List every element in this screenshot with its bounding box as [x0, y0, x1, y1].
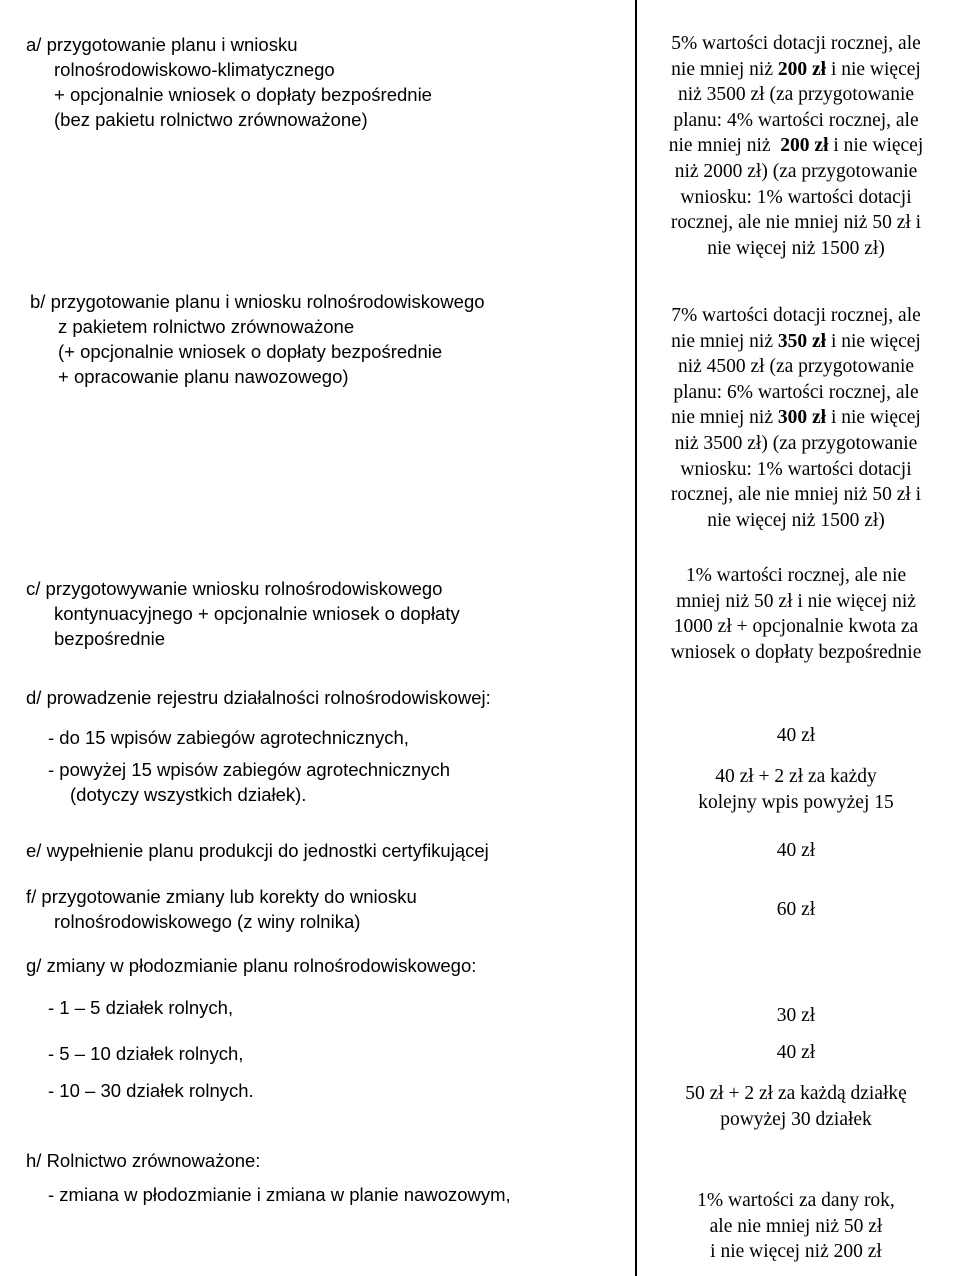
- text-line: niż 2000 zł) (za przygotowanie: [674, 160, 918, 182]
- item-b-description: [30, 289, 485, 389]
- text-line: niż 3500 zł (za przygotowanie: [677, 84, 915, 106]
- item-c-description: [26, 576, 460, 651]
- text-span: i nie więcej: [826, 330, 921, 352]
- text-line: kontynuacyjnego + opcjonalnie wniosek o dopłaty: [54, 603, 460, 624]
- text-span: i nie więcej: [826, 58, 921, 80]
- text-line: b/ przygotowanie planu i wniosku rolnośrodowiskowego: [30, 291, 485, 312]
- item-f-description: [26, 884, 417, 934]
- item-g1-price: 30 zł: [776, 1005, 816, 1026]
- text-span: nie mniej niż: [671, 407, 778, 429]
- text-line: [640, 57, 952, 83]
- text-line: (bez pakietu rolnictwo zrównoważone): [54, 109, 368, 130]
- text-line: a/ przygotowanie planu i wniosku: [26, 34, 298, 55]
- text-span: i nie więcej: [828, 135, 924, 157]
- text-line: 1000 zł + opcjonalnie kwota za: [673, 616, 919, 638]
- item-f-price: 60 zł: [776, 899, 816, 920]
- bold-amount: 200 zł: [780, 135, 829, 157]
- item-g1-description: - 1 – 5 działek rolnych,: [48, 997, 234, 1018]
- text-line: bezpośrednie: [54, 628, 166, 649]
- text-line: wniosek o dopłaty bezpośrednie: [670, 641, 922, 663]
- item-g2-price: 40 zł: [776, 1042, 816, 1063]
- text-line: kolejny wpis powyżej 15: [698, 791, 894, 813]
- text-line: 5% wartości dotacji rocznej, ale: [671, 33, 921, 54]
- text-line: planu: 6% wartości rocznej, ale: [673, 381, 919, 403]
- text-line: 1% wartości za dany rok,: [697, 1190, 895, 1211]
- text-span: nie mniej niż: [671, 330, 778, 352]
- text-line: mniej niż 50 zł i nie więcej niż: [676, 590, 916, 612]
- item-e-description: e/ wypełnienie planu produkcji do jednostki certyfikującej: [26, 840, 489, 861]
- text-line: f/ przygotowanie zmiany lub korekty do wniosku: [26, 886, 417, 907]
- text-line: rocznej, ale nie mniej niż 50 zł i: [670, 212, 922, 234]
- item-b-price: [640, 303, 952, 533]
- text-line: wniosku: 1% wartości dotacji: [680, 186, 912, 208]
- text-line: ale nie mniej niż 50 zł: [709, 1215, 883, 1237]
- text-line: - powyżej 15 wpisów zabiegów agrotechnicznych: [48, 759, 451, 780]
- item-h1-description: - zmiana w płodozmianie i zmiana w planie nawozowym,: [48, 1184, 511, 1205]
- text-line: rocznej, ale nie mniej niż 50 zł i: [670, 484, 922, 506]
- item-d2-price: [640, 764, 952, 815]
- bold-amount: 350 zł: [777, 330, 827, 352]
- text-line: planu: 4% wartości rocznej, ale: [673, 109, 919, 131]
- text-span: i nie więcej: [826, 407, 921, 429]
- text-line: 1% wartości rocznej, ale nie: [685, 565, 907, 586]
- item-g3-description: - 10 – 30 działek rolnych.: [48, 1080, 254, 1101]
- text-line: + opracowanie planu nawozowego): [58, 366, 349, 387]
- text-line: (dotyczy wszystkich działek).: [70, 784, 307, 805]
- text-line: i nie więcej niż 200 zł: [710, 1241, 882, 1263]
- item-d2-description: [48, 757, 450, 807]
- text-line: rolnośrodowiskowo-klimatycznego: [54, 59, 335, 80]
- item-g3-price: [640, 1081, 952, 1132]
- text-line: c/ przygotowywanie wniosku rolnośrodowiskowego: [26, 578, 443, 599]
- text-line: 50 zł + 2 zł za każdą działkę: [685, 1083, 907, 1104]
- text-line: z pakietem rolnictwo zrównoważone: [58, 316, 355, 337]
- item-d1-price: 40 zł: [776, 725, 816, 746]
- item-e-price: 40 zł: [776, 840, 816, 861]
- text-line: [640, 133, 952, 159]
- text-line: nie więcej niż 1500 zł): [707, 237, 885, 259]
- item-g2-description: - 5 – 10 działek rolnych,: [48, 1043, 244, 1064]
- item-g-description: g/ zmiany w płodozmianie planu rolnośrodowiskowego:: [26, 955, 477, 976]
- item-h-description: h/ Rolnictwo zrównoważone:: [26, 1150, 261, 1171]
- item-d-description: d/ prowadzenie rejestru działalności rolnośrodowiskowej:: [26, 687, 491, 708]
- text-line: 40 zł + 2 zł za każdy: [715, 766, 877, 787]
- text-span: nie mniej niż: [671, 58, 778, 80]
- item-a-price: [640, 31, 952, 261]
- text-line: + opcjonalnie wniosek o dopłaty bezpośrednie: [54, 84, 432, 105]
- text-line: 7% wartości dotacji rocznej, ale: [671, 305, 921, 326]
- text-line: rolnośrodowiskowego (z winy rolnika): [54, 911, 361, 932]
- column-divider: [635, 0, 637, 1276]
- text-line: [640, 329, 952, 355]
- text-line: niż 3500 zł) (za przygotowanie: [674, 432, 918, 454]
- bold-amount: 300 zł: [777, 407, 827, 429]
- text-line: niż 4500 zł (za przygotowanie: [677, 356, 915, 378]
- item-h-price: [640, 1188, 952, 1265]
- text-line: wniosku: 1% wartości dotacji: [680, 458, 912, 480]
- item-a-description: [26, 32, 432, 132]
- item-c-price: [640, 563, 952, 665]
- bold-amount: 200 zł: [777, 58, 827, 80]
- text-span: nie mniej niż: [668, 135, 781, 157]
- text-line: nie więcej niż 1500 zł): [707, 509, 885, 531]
- text-line: powyżej 30 działek: [720, 1108, 872, 1130]
- text-line: [640, 405, 952, 431]
- item-d1-description: - do 15 wpisów zabiegów agrotechnicznych,: [48, 727, 409, 748]
- text-line: (+ opcjonalnie wniosek o dopłaty bezpośrednie: [58, 341, 443, 362]
